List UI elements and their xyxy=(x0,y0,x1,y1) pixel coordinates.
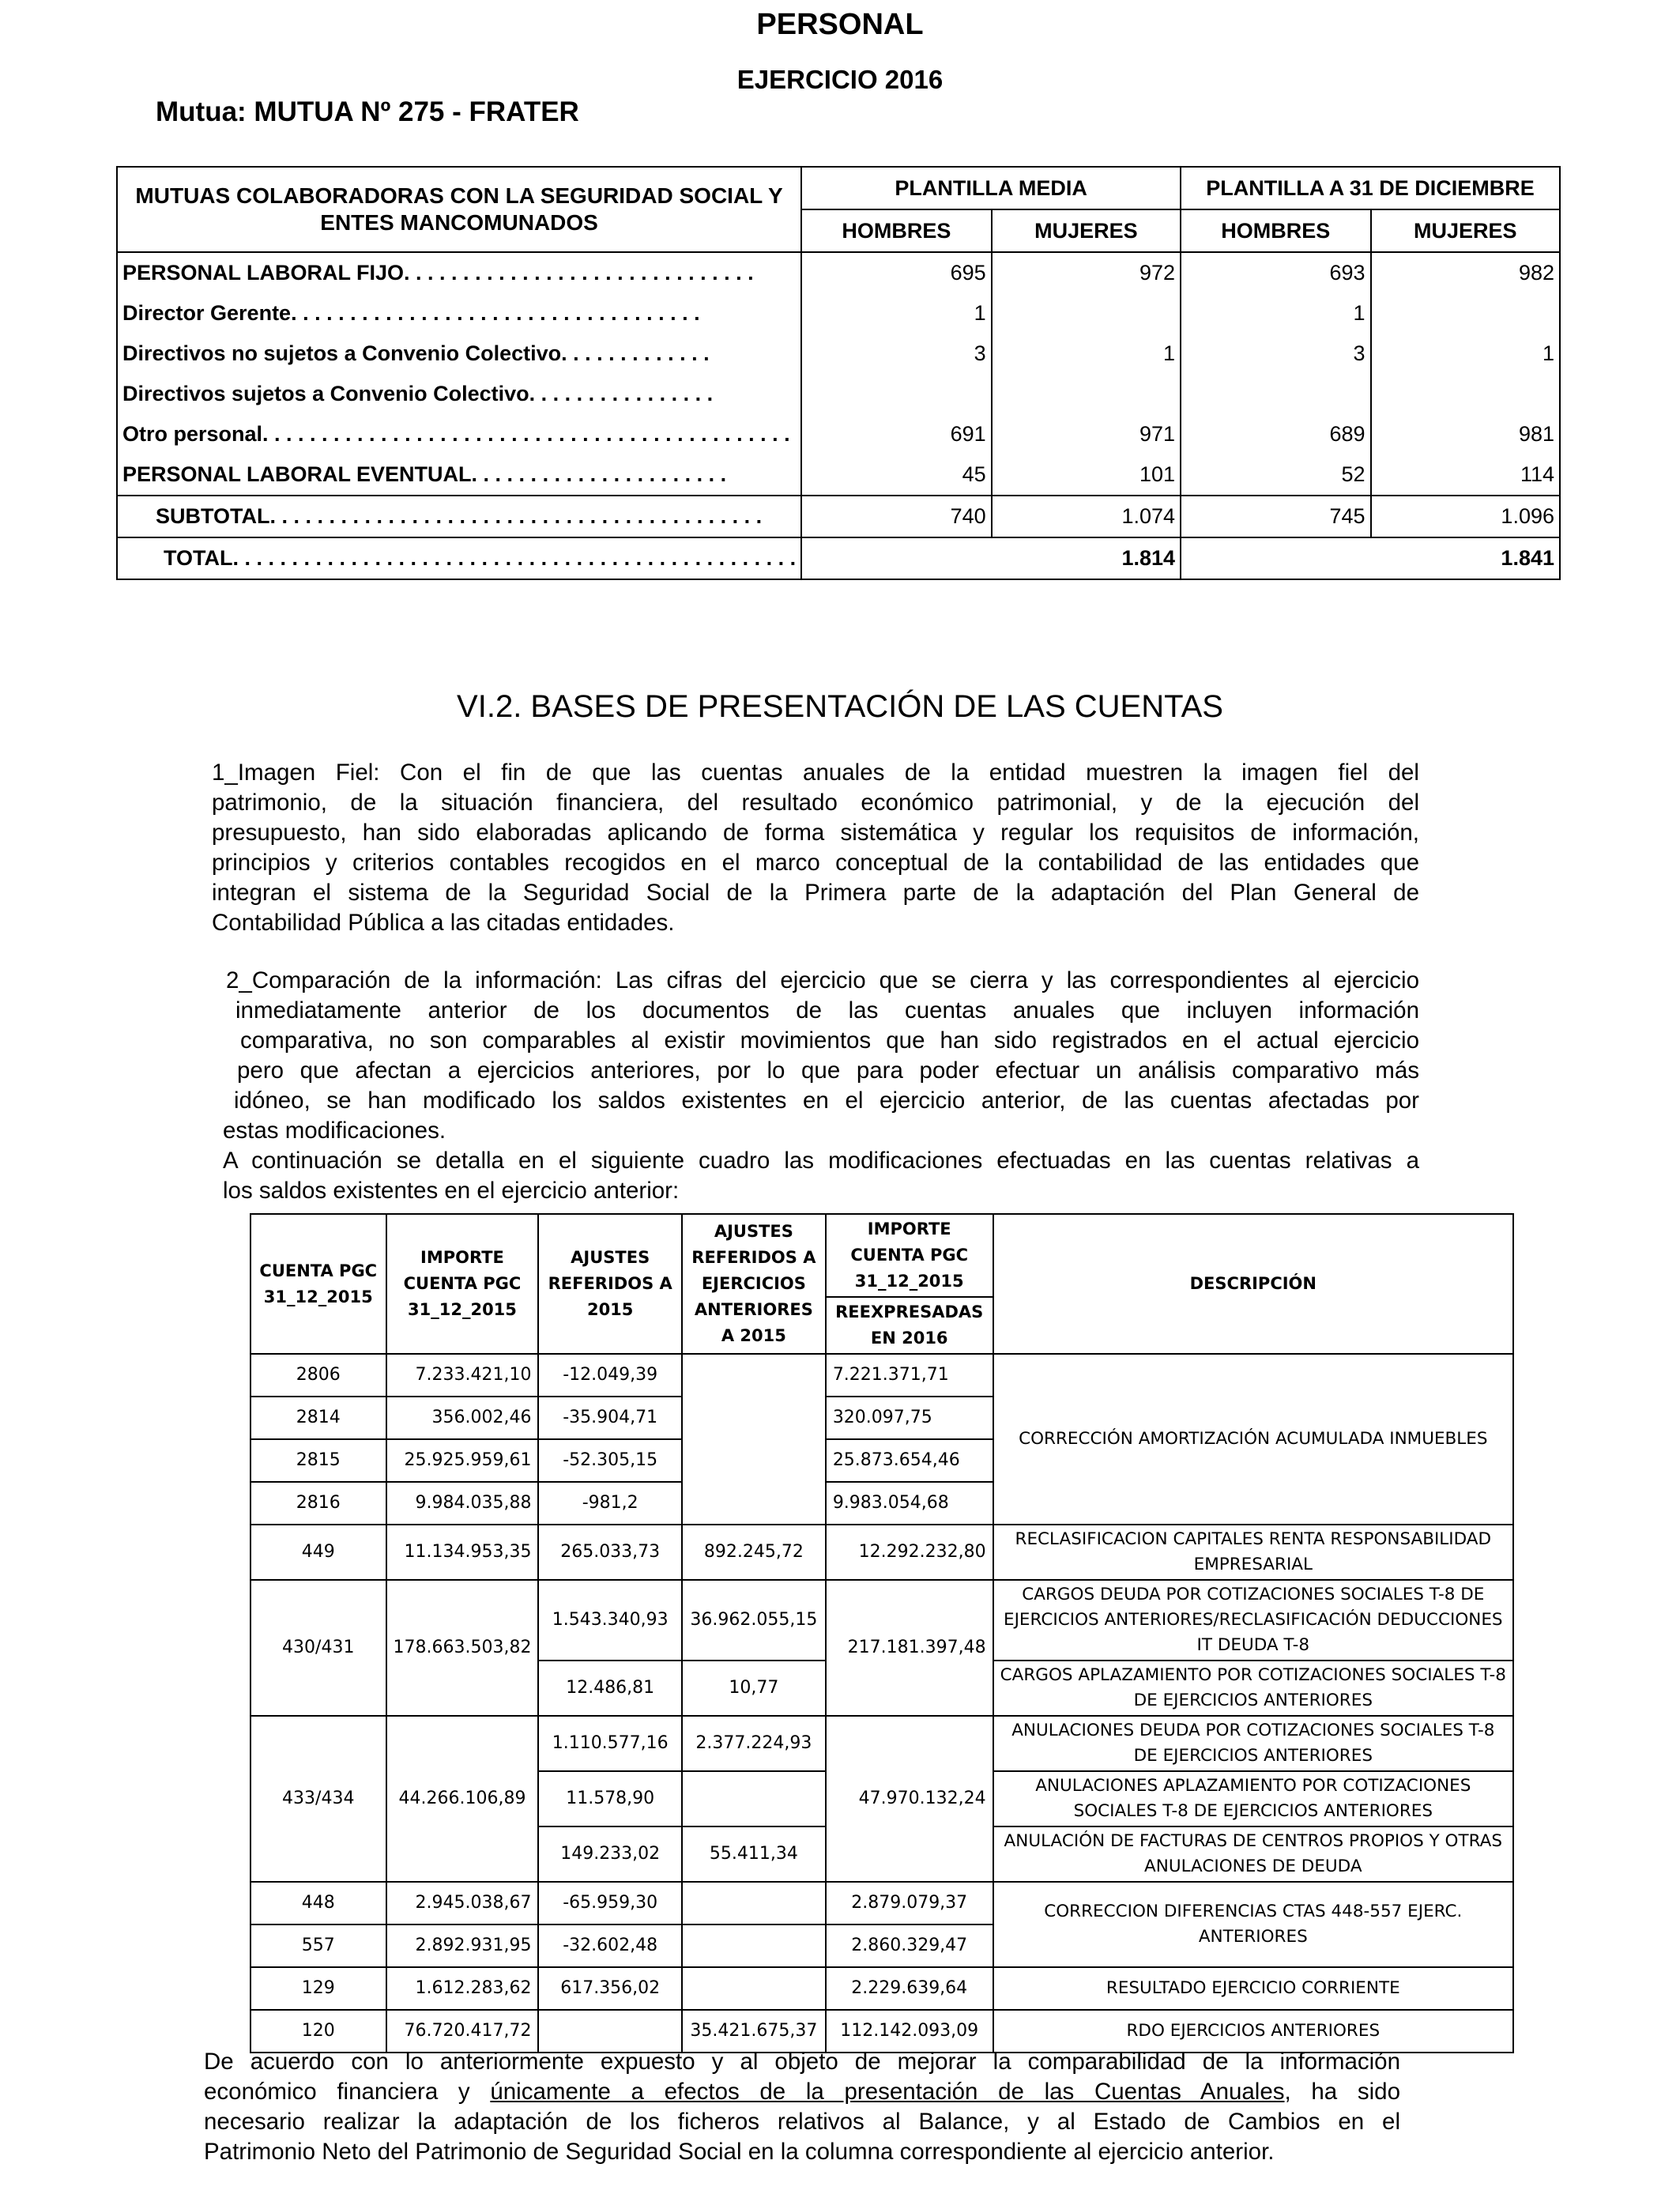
total-plantilla-diciembre: 1.841 xyxy=(1181,537,1560,579)
cell-reexpresado: 320.097,75 xyxy=(826,1397,993,1439)
table-row xyxy=(117,454,1560,496)
cell: 1.074 xyxy=(992,496,1181,537)
text-run: económico financiera y xyxy=(204,2079,491,2105)
cell-ajuste-2015: 1.543.340,93 xyxy=(538,1580,681,1661)
sub-header: HOMBRES xyxy=(801,209,991,252)
cell-reexpresado: 7.221.371,71 xyxy=(826,1354,993,1397)
header-importe: IMPORTE CUENTA PGC 31_12_2015 xyxy=(386,1214,539,1354)
cell-descripcion: RESULTADO EJERCICIO CORRIENTE xyxy=(993,1967,1513,2010)
cell-cuenta: 449 xyxy=(250,1525,386,1580)
sub-header: HOMBRES xyxy=(1181,209,1370,252)
cell: 1 xyxy=(1371,334,1560,374)
table-row xyxy=(250,1354,1513,1397)
adjustments-table xyxy=(250,1213,1514,2053)
cell: 45 xyxy=(801,454,991,496)
text-run: , ha sido xyxy=(1284,2079,1400,2105)
text-line: los saldos existentes en el ejercicio anterior: xyxy=(223,1178,680,1204)
cell-reexpresado: 2.879.079,37 xyxy=(826,1882,993,1924)
cell: 693 xyxy=(1181,252,1370,293)
text-line: inmediatamente anterior de los documentos de las cuentas anuales que incluyen información xyxy=(235,997,1419,1023)
cell-cuenta: 557 xyxy=(250,1924,386,1967)
table-row xyxy=(117,293,1560,334)
cell-ajuste-anterior xyxy=(682,1924,826,1967)
group-header-plantilla-media: PLANTILLA MEDIA xyxy=(801,167,1181,209)
cell: 1 xyxy=(1181,293,1370,334)
cell-ajuste-2015: 12.486,81 xyxy=(538,1661,681,1716)
row-label: Otro personal. . . . . . . . . . . . . . . . . . . . . . . . . . . . . . . . . . . . . . . . . . . . . xyxy=(117,414,801,454)
cell-ajuste-2015: -65.959,30 xyxy=(538,1882,681,1924)
text-line: pero que afectan a ejercicios anteriores, por lo que para poder efectuar un análisis comparativo más xyxy=(237,1057,1419,1084)
cell-reexpresado: 25.873.654,46 xyxy=(826,1439,993,1482)
cell-ajuste-2015 xyxy=(538,2010,681,2053)
cell-ajuste-2015: 1.110.577,16 xyxy=(538,1716,681,1771)
cell: 981 xyxy=(1371,414,1560,454)
table-corner-header: MUTUAS COLABORADORAS CON LA SEGURIDAD SOCIAL Y ENTES MANCOMUNADOS xyxy=(117,167,801,252)
cell-descripcion: RDO EJERCICIOS ANTERIORES xyxy=(993,2010,1513,2053)
table-row xyxy=(250,2010,1513,2053)
table-row xyxy=(117,252,1560,293)
text-line: presupuesto, han sido elaboradas aplicando de forma sistemática y regular los requisitos de información, xyxy=(212,820,1419,846)
cell-descripcion: CORRECCIÓN AMORTIZACIÓN ACUMULADA INMUEBLES xyxy=(993,1354,1513,1525)
cell-importe: 1.612.283,62 xyxy=(386,1967,539,2010)
paragraph-imagen-fiel xyxy=(212,758,1419,938)
header-importe-reexpresado: IMPORTE CUENTA PGC 31_12_2015 xyxy=(826,1214,993,1297)
sub-header: MUJERES xyxy=(1371,209,1560,252)
cell-reexpresado: 2.229.639,64 xyxy=(826,1967,993,2010)
cell-importe: 178.663.503,82 xyxy=(386,1580,539,1716)
table-row xyxy=(250,1580,1513,1661)
header-reexpresadas: REEXPRESADAS EN 2016 xyxy=(826,1297,993,1354)
table-row xyxy=(117,374,1560,414)
text-line: idóneo, se han modificado los saldos existentes en el ejercicio anterior, de las cuentas afectadas por xyxy=(234,1088,1419,1114)
cell-importe: 2.892.931,95 xyxy=(386,1924,539,1967)
cell-descripcion: ANULACIONES APLAZAMIENTO POR COTIZACIONES SOCIALES T-8 DE EJERCICIOS ANTERIORES xyxy=(993,1771,1513,1826)
subtotal-row xyxy=(117,496,1560,537)
table-row xyxy=(250,1525,1513,1580)
group-header-plantilla-diciembre: PLANTILLA A 31 DE DICIEMBRE xyxy=(1181,167,1560,209)
section-title: VI.2. BASES DE PRESENTACIÓN DE LAS CUENTAS xyxy=(457,689,1223,724)
cell: 1.096 xyxy=(1371,496,1560,537)
text-line: De acuerdo con lo anteriormente expuesto y al objeto de mejorar la comparabilidad de la información xyxy=(204,2049,1400,2075)
total-row xyxy=(117,537,1560,579)
text-line: necesario realizar la adaptación de los ficheros relativos al Balance, y al Estado de Cambios en el xyxy=(204,2109,1400,2135)
row-label: PERSONAL LABORAL FIJO. . . . . . . . . . . . . . . . . . . . . . . . . . . . . . xyxy=(117,252,801,293)
cell-cuenta: 2815 xyxy=(250,1439,386,1482)
table-row xyxy=(250,1716,1513,1771)
header-cuenta: CUENTA PGC 31_12_2015 xyxy=(250,1214,386,1354)
cell-cuenta: 120 xyxy=(250,2010,386,2053)
cell-importe: 7.233.421,10 xyxy=(386,1354,539,1397)
cell-cuenta: 448 xyxy=(250,1882,386,1924)
row-label: PERSONAL LABORAL EVENTUAL. . . . . . . . . . . . . . . . . . . . . . xyxy=(117,454,801,496)
cell-ajuste-2015: -35.904,71 xyxy=(538,1397,681,1439)
cell-reexpresado: 2.860.329,47 xyxy=(826,1924,993,1967)
cell: 52 xyxy=(1181,454,1370,496)
cell: 3 xyxy=(801,334,991,374)
cell-descripcion: CARGOS DEUDA POR COTIZACIONES SOCIALES T-8 DE EJERCICIOS ANTERIORES/RECLASIFICACIÓN DEDUCCIONES IT DEUDA T-8 xyxy=(993,1580,1513,1661)
cell: 114 xyxy=(1371,454,1560,496)
cell xyxy=(992,374,1181,414)
cell-ajuste-anterior xyxy=(682,1967,826,2010)
row-label: Directivos no sujetos a Convenio Colectivo. . . . . . . . . . . . . xyxy=(117,334,801,374)
cell-ajuste-anterior: 10,77 xyxy=(682,1661,826,1716)
table-row xyxy=(250,1967,1513,2010)
mutua-name: Mutua: MUTUA Nº 275 - FRATER xyxy=(156,96,579,127)
header-ajustes-2015: AJUSTES REFERIDOS A 2015 xyxy=(538,1214,681,1354)
cell-cuenta: 430/431 xyxy=(250,1580,386,1716)
paragraph-conclusion xyxy=(204,2047,1400,2167)
cell-descripcion: CORRECCION DIFERENCIAS CTAS 448-557 EJERC. ANTERIORES xyxy=(993,1882,1513,1967)
cell-importe: 356.002,46 xyxy=(386,1397,539,1439)
text-line: estas modificaciones. xyxy=(223,1118,446,1144)
cell: 695 xyxy=(801,252,991,293)
cell-ajuste-anterior: 892.245,72 xyxy=(682,1525,826,1580)
text-line: A continuación se detalla en el siguiente cuadro las modificaciones efectuadas en las cuentas relativas a xyxy=(223,1148,1419,1174)
cell-ajuste-anterior: 55.411,34 xyxy=(682,1826,826,1882)
exercise-year: EJERCICIO 2016 xyxy=(736,65,944,94)
cell-importe: 11.134.953,35 xyxy=(386,1525,539,1580)
cell-cuenta: 2814 xyxy=(250,1397,386,1439)
cell: 1 xyxy=(801,293,991,334)
cell-reexpresado: 112.142.093,09 xyxy=(826,2010,993,2053)
table-row xyxy=(117,414,1560,454)
page-title: PERSONAL xyxy=(756,8,924,41)
cell-importe: 25.925.959,61 xyxy=(386,1439,539,1482)
cell-reexpresado: 12.292.232,80 xyxy=(826,1525,993,1580)
text-line: 2_Comparación de la información: Las cifras del ejercicio que se cierra y las correspondientes al ejercicio xyxy=(226,967,1419,993)
cell: 101 xyxy=(992,454,1181,496)
cell-ajuste-2015: 265.033,73 xyxy=(538,1525,681,1580)
cell-ajuste-2015: 11.578,90 xyxy=(538,1771,681,1826)
cell-ajuste-anterior xyxy=(682,1771,826,1826)
table-row xyxy=(117,334,1560,374)
cell-ajuste-anterior: 35.421.675,37 xyxy=(682,2010,826,2053)
paragraph-comparacion xyxy=(223,966,1419,1206)
cell xyxy=(801,374,991,414)
cell xyxy=(992,293,1181,334)
cell-ajuste-2015: -32.602,48 xyxy=(538,1924,681,1967)
cell-ajuste-anterior xyxy=(682,1354,826,1397)
cell: 972 xyxy=(992,252,1181,293)
cell: 691 xyxy=(801,414,991,454)
personal-table xyxy=(116,166,1561,580)
row-label: Directivos sujetos a Convenio Colectivo. . . . . . . . . . . . . . . . xyxy=(117,374,801,414)
cell-ajuste-anterior: 36.962.055,15 xyxy=(682,1580,826,1661)
cell xyxy=(1371,374,1560,414)
row-label: TOTAL. . . . . . . . . . . . . . . . . . . . . . . . . . . . . . . . . . . . . . . . . . . . . . . . xyxy=(117,537,801,579)
table-row xyxy=(250,1882,1513,1924)
cell: 740 xyxy=(801,496,991,537)
cell xyxy=(1371,293,1560,334)
cell-reexpresado: 47.970.132,24 xyxy=(826,1716,993,1882)
text-line: patrimonio, de la situación financiera, del resultado económico patrimonial, y de la ejecución del xyxy=(212,790,1419,816)
cell: 689 xyxy=(1181,414,1370,454)
cell-ajuste-anterior xyxy=(682,1882,826,1924)
row-label: Director Gerente. . . . . . . . . . . . . . . . . . . . . . . . . . . . . . . . . . . xyxy=(117,293,801,334)
text-line: Patrimonio Neto del Patrimonio de Seguridad Social en la columna correspondiente al ejercicio anterior. xyxy=(204,2139,1275,2165)
text-line xyxy=(204,2077,1400,2107)
cell-importe: 2.945.038,67 xyxy=(386,1882,539,1924)
cell-reexpresado: 217.181.397,48 xyxy=(826,1580,993,1716)
text-line: principios y criterios contables recogidos en el marco conceptual de la contabilidad de las entidades que xyxy=(212,850,1419,876)
text-line: Contabilidad Pública a las citadas entidades. xyxy=(212,910,675,936)
total-plantilla-media: 1.814 xyxy=(801,537,1181,579)
cell-cuenta: 433/434 xyxy=(250,1716,386,1882)
cell-importe: 44.266.106,89 xyxy=(386,1716,539,1882)
cell-cuenta: 129 xyxy=(250,1967,386,2010)
cell: 971 xyxy=(992,414,1181,454)
cell-ajuste-2015: -52.305,15 xyxy=(538,1439,681,1482)
cell-reexpresado: 9.983.054,68 xyxy=(826,1482,993,1525)
cell-descripcion: CARGOS APLAZAMIENTO POR COTIZACIONES SOCIALES T-8 DE EJERCICIOS ANTERIORES xyxy=(993,1661,1513,1716)
cell-cuenta: 2806 xyxy=(250,1354,386,1397)
cell: 1 xyxy=(992,334,1181,374)
header-ajustes-anteriores: AJUSTES REFERIDOS A EJERCICIOS ANTERIORES A 2015 xyxy=(682,1214,826,1354)
underlined-text: únicamente a efectos de la presentación de las Cuentas Anuales xyxy=(490,2079,1285,2105)
cell-descripcion: ANULACIÓN DE FACTURAS DE CENTROS PROPIOS Y OTRAS ANULACIONES DE DEUDA xyxy=(993,1826,1513,1882)
cell-ajuste-2015: 149.233,02 xyxy=(538,1826,681,1882)
header-descripcion: DESCRIPCIÓN xyxy=(993,1214,1513,1354)
cell xyxy=(1181,374,1370,414)
text-line: integran el sistema de la Seguridad Social de la Primera parte de la adaptación del Plan General de xyxy=(212,880,1419,906)
text-line: comparativa, no son comparables al existir movimientos que han sido registrados en el actual ejercicio xyxy=(240,1027,1419,1054)
row-label: SUBTOTAL. . . . . . . . . . . . . . . . . . . . . . . . . . . . . . . . . . . . . . . . . . xyxy=(117,496,801,537)
cell-importe: 76.720.417,72 xyxy=(386,2010,539,2053)
cell-descripcion: ANULACIONES DEUDA POR COTIZACIONES SOCIALES T-8 DE EJERCICIOS ANTERIORES xyxy=(993,1716,1513,1771)
sub-header: MUJERES xyxy=(992,209,1181,252)
cell: 982 xyxy=(1371,252,1560,293)
cell-ajuste-anterior: 2.377.224,93 xyxy=(682,1716,826,1771)
cell-importe: 9.984.035,88 xyxy=(386,1482,539,1525)
cell-ajuste-2015: 617.356,02 xyxy=(538,1967,681,2010)
cell-descripcion: RECLASIFICACION CAPITALES RENTA RESPONSABILIDAD EMPRESARIAL xyxy=(993,1525,1513,1580)
cell-ajuste-2015: -981,2 xyxy=(538,1482,681,1525)
cell-cuenta: 2816 xyxy=(250,1482,386,1525)
cell-ajuste-anterior xyxy=(682,1397,826,1525)
cell: 3 xyxy=(1181,334,1370,374)
text-line: 1_Imagen Fiel: Con el fin de que las cuentas anuales de la entidad muestren la imagen fiel del xyxy=(212,760,1419,786)
cell-ajuste-2015: -12.049,39 xyxy=(538,1354,681,1397)
cell: 745 xyxy=(1181,496,1370,537)
